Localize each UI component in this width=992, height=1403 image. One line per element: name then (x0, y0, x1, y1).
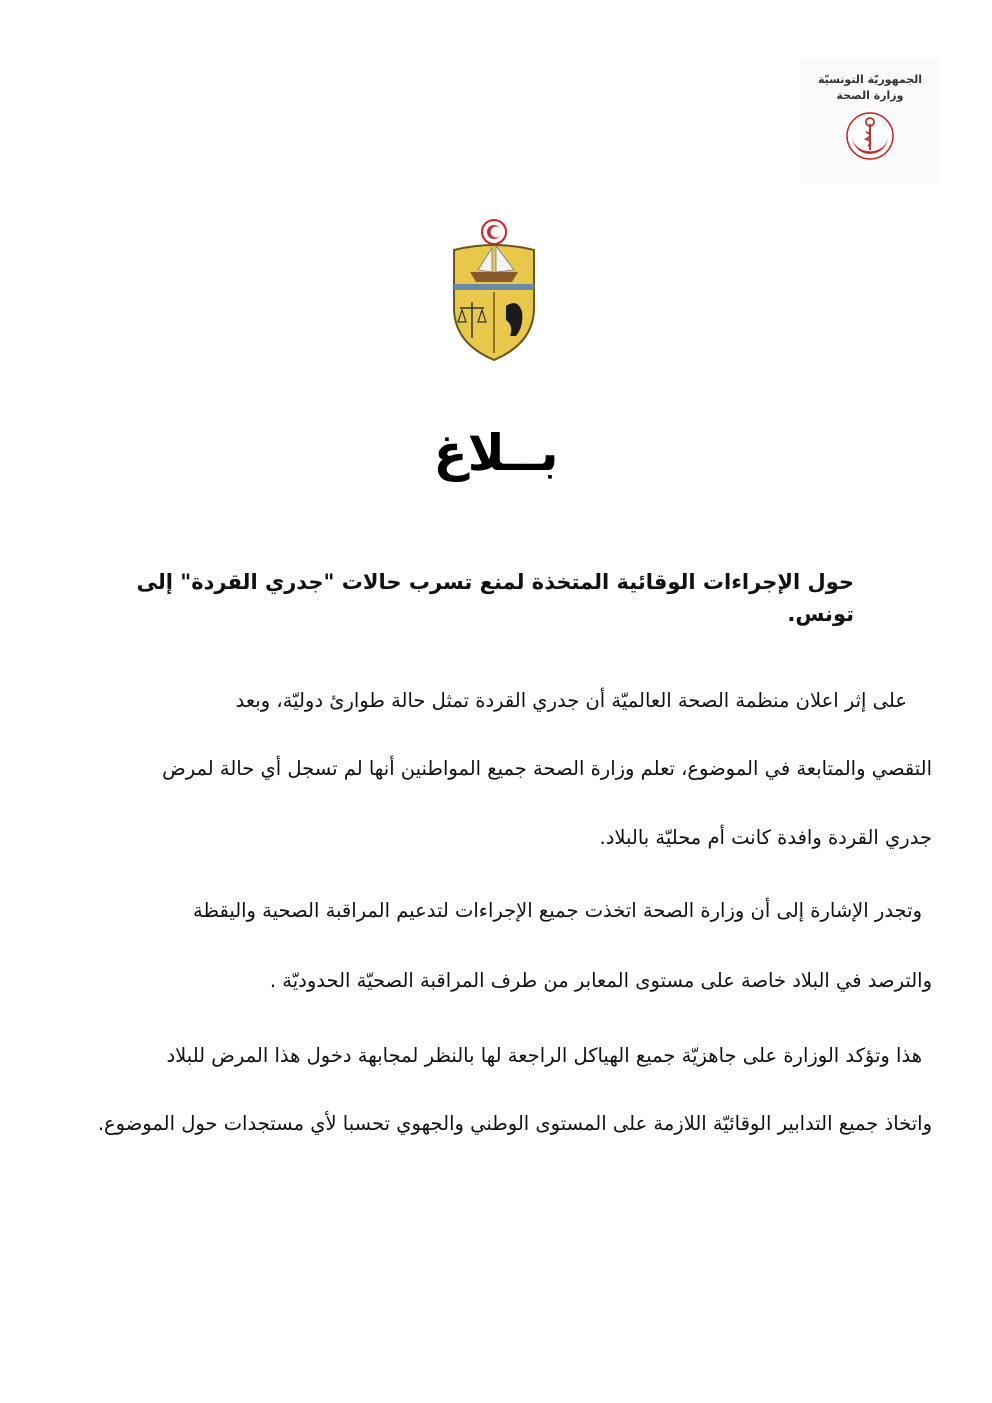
coat-of-arms-icon (448, 218, 540, 363)
health-ministry-logo-icon (844, 110, 896, 162)
document-subject: حول الإجراءات الوقائية المتخذة لمنع تسرب حالات "جدري القردة" إلى تونس. (136, 570, 854, 626)
ministry-name: وزارة الصحة (836, 89, 904, 102)
body-line: وتجدر الإشارة إلى أن وزارة الصحة اتخذت جميع الإجراءات لتدعيم المراقبة الصحية واليقظة (193, 899, 922, 922)
body-line: هذا وتؤكد الوزارة على جاهزيّة جميع الهياكل الراجعة لها بالنظر لمجابهة دخول هذا المرض للبلاد (166, 1044, 922, 1067)
body-line: التقصي والمتابعة في الموضوع، تعلم وزارة الصحة جميع المواطنين أنها لم تسجل أي حالة لمرض (162, 757, 932, 780)
body-line: واتخاذ جميع التدابير الوقائيّة اللازمة على المستوى الوطني والجهوي تحسبا لأي مستجدات حول الموضوع. (97, 1112, 932, 1135)
body-line: والترصد في البلاد خاصة على مستوى المعابر من طرف المراقبة الصحيّة الحدوديّة . (269, 969, 932, 992)
body-line: على إثر اعلان منظمة الصحة العالميّة أن جدري القردة تمثل حالة طوارئ دوليّة، وبعد (235, 689, 907, 712)
body-line: جدري القردة وافدة كانت أم محليّة بالبلاد. (599, 826, 932, 849)
ministry-header (800, 58, 940, 183)
document-title: بــلاغ (433, 424, 559, 482)
republic-name: الجمهوريّة التونسيّة (817, 73, 923, 86)
